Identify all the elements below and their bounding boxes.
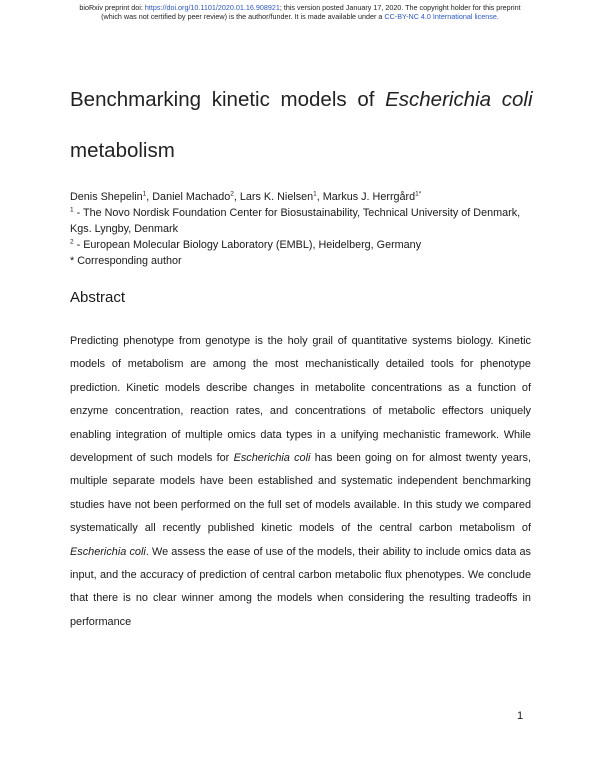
- abstract-heading: Abstract: [70, 289, 126, 306]
- author-2: , Daniel Machado: [146, 191, 231, 203]
- banner-doi-prefix: bioRxiv preprint doi:: [79, 3, 145, 12]
- author-1: Denis Shepelin: [70, 191, 143, 203]
- banner-line-2: [0, 12, 600, 21]
- paper-title-line-2: metabolism: [70, 139, 175, 162]
- author-4: , Markus J. Herrgård: [316, 191, 416, 203]
- affiliation-1-text: - The Novo Nordisk Foundation Center for Biosustainability, Technical University of Denmark, Kgs. Lyngby, Denmark: [70, 207, 521, 235]
- affiliation-2-mark: 2: [70, 238, 74, 246]
- title-text: Benchmarking kinetic models of: [70, 88, 386, 111]
- abstract-body: [70, 330, 531, 634]
- license-link[interactable]: CC-BY-NC 4.0 International license: [384, 12, 497, 21]
- page-number: 1: [517, 710, 524, 722]
- author-3-affil: 1: [313, 190, 317, 198]
- abstract-part-1: Predicting phenotype from genotype is the holy grail of quantitative systems biology. Kinetic models of metabolism are among the most mechanistically detailed tools for phenotype prediction. Kinetic models describe changes in metabolite concentrations as a function of enzyme concentration, reaction rates, and concentrations of metabolic effectors uniquely enabling integration of multiple omics data types in a unifying mechanistic framework. While development of such models for: [70, 335, 531, 465]
- affiliation-2-text: - European Molecular Biology Laboratory (EMBL), Heidelberg, Germany: [73, 239, 422, 251]
- abstract-part-3: . We assess the ease of use of the models, their ability to include omics data as input, and the accuracy of prediction of central carbon metabolic flux phenotypes. We conclude that there is no clear winner among the models when considering the resulting tradeoffs in performance: [70, 545, 531, 628]
- corresponding-author-note: * Corresponding author: [70, 255, 182, 267]
- abstract-species-2: Escherichia coli: [70, 545, 146, 558]
- banner-license-prefix: (which was not certified by peer review) is the author/funder. It is made available under a: [101, 12, 385, 21]
- doi-link[interactable]: https://doi.org/10.1101/2020.01.16.908921: [144, 3, 280, 12]
- author-list: [70, 189, 540, 205]
- author-4-affil: 1*: [415, 190, 422, 198]
- title-species: Escherichia coli: [385, 88, 533, 111]
- affiliation-1: [70, 205, 540, 237]
- affiliation-1-mark: 1: [70, 206, 74, 214]
- banner-line-1: [0, 3, 600, 12]
- authors-block: [70, 189, 540, 269]
- abstract-part-2: has been going on for almost twenty years, multiple separate models have been established and systematic independent benchmarking studies have not been performed on the full set of models available. In this study we compared systematically all recently published kinetic models of the central carbon metabolism of: [70, 452, 531, 535]
- affiliation-2: [70, 237, 540, 253]
- author-3: , Lars K. Nielsen: [233, 191, 314, 203]
- author-2-affil: 2: [230, 190, 234, 198]
- author-1-affil: 1: [142, 190, 147, 198]
- preprint-banner: [0, 3, 600, 21]
- banner-period: .: [496, 12, 499, 21]
- abstract-species-1: Escherichia coli: [233, 452, 311, 465]
- banner-copyright-text: ; this version posted January 17, 2020. The copyright holder for this preprint: [279, 3, 521, 12]
- paper-title-line-1: [70, 88, 540, 112]
